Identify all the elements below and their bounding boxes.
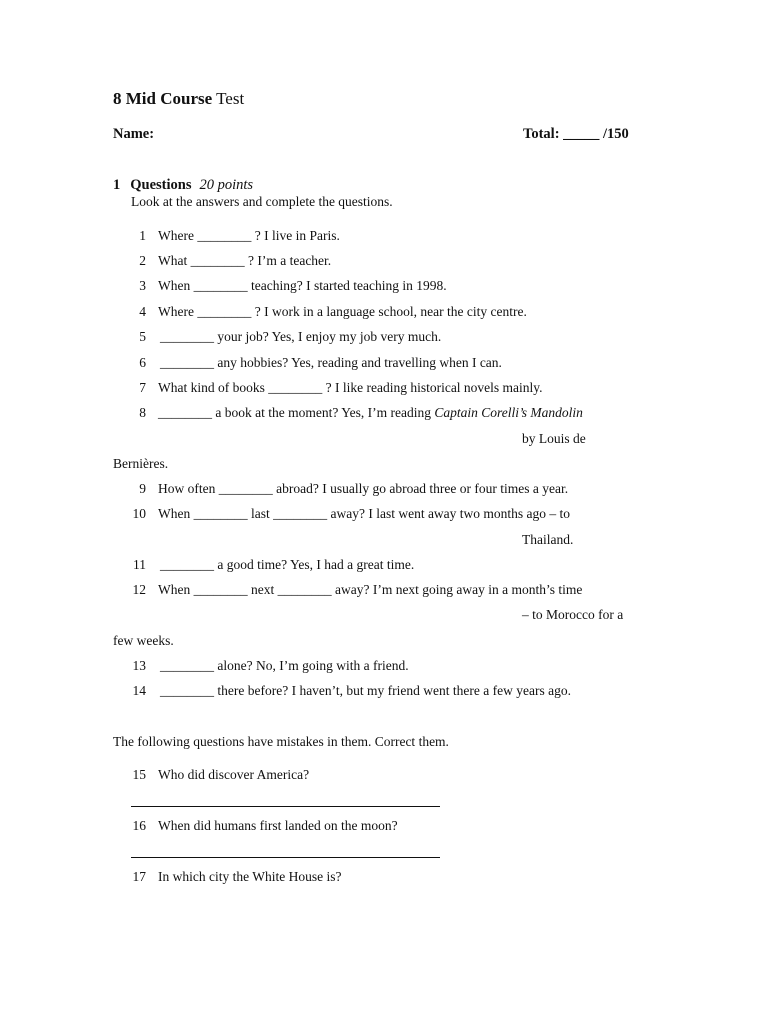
question-text: Where ________ ? I work in a language school, near the city centre.	[158, 304, 527, 319]
book-title: Captain Corelli’s Mandolin	[434, 405, 583, 420]
question-text: What kind of books ________ ? I like reading historical novels mainly.	[158, 380, 543, 395]
question-number: 10	[132, 506, 146, 521]
question-text: When ________ teaching? I started teaching in 1998.	[158, 278, 447, 293]
question-text: When did humans first landed on the moon?	[158, 818, 398, 833]
question-number: 9	[139, 481, 146, 496]
question-number: 4	[139, 304, 146, 319]
page-title: 8 Mid Course Test	[113, 89, 245, 108]
question-continuation: by Louis de	[522, 431, 586, 446]
question-number: 1	[139, 228, 146, 243]
answer-line[interactable]	[131, 857, 440, 858]
name-label: Name:	[113, 126, 155, 142]
question-number: 7	[139, 380, 146, 395]
question-text: ________ a book at the moment? Yes, I’m reading Captain Corelli’s Mandolin	[158, 405, 583, 420]
question-number: 16	[132, 818, 146, 833]
question-continuation: few weeks.	[113, 633, 174, 648]
question-continuation: – to Morocco for a	[522, 607, 624, 622]
question-text: Where ________ ? I live in Paris.	[158, 228, 340, 243]
question-text: When ________ last ________ away? I last went away two months ago – to	[158, 506, 571, 521]
question-text: When ________ next ________ away? I’m next going away in a month’s time	[158, 582, 583, 597]
question-number: 17	[132, 869, 146, 884]
question-text: ________ your job? Yes, I enjoy my job very much.	[160, 329, 442, 344]
question-number: 8	[139, 405, 146, 420]
question-text: ________ any hobbies? Yes, reading and travelling when I can.	[160, 355, 502, 370]
question-number: 2	[139, 253, 146, 268]
question-number: 12	[132, 582, 146, 597]
question-text: Who did discover America?	[158, 767, 310, 782]
question-text: What ________ ? I’m a teacher.	[158, 253, 332, 268]
question-text: ________ a good time? Yes, I had a great time.	[160, 557, 415, 572]
question-number: 6	[139, 355, 146, 370]
question-number: 15	[132, 767, 146, 782]
question-continuation: Thailand.	[522, 532, 574, 547]
total-label: Total: _____ /150	[523, 126, 629, 142]
section-heading: 1 Questions 20 points	[113, 177, 254, 193]
question-text: ________ there before? I haven’t, but my friend went there a few years ago.	[160, 683, 571, 698]
question-text: How often ________ abroad? I usually go abroad three or four times a year.	[158, 481, 569, 496]
question-number: 11	[133, 557, 146, 572]
question-number: 5	[139, 329, 146, 344]
question-number: 14	[132, 683, 146, 698]
question-number: 3	[139, 278, 146, 293]
question-continuation: Bernières.	[113, 456, 169, 471]
question-number: 13	[132, 658, 146, 673]
answer-line[interactable]	[131, 806, 440, 807]
question-text: ________ alone? No, I’m going with a friend.	[160, 658, 409, 673]
section-instruction: Look at the answers and complete the questions.	[131, 194, 393, 209]
correction-instruction: The following questions have mistakes in them. Correct them.	[113, 734, 449, 749]
question-text: In which city the White House is?	[158, 869, 342, 884]
